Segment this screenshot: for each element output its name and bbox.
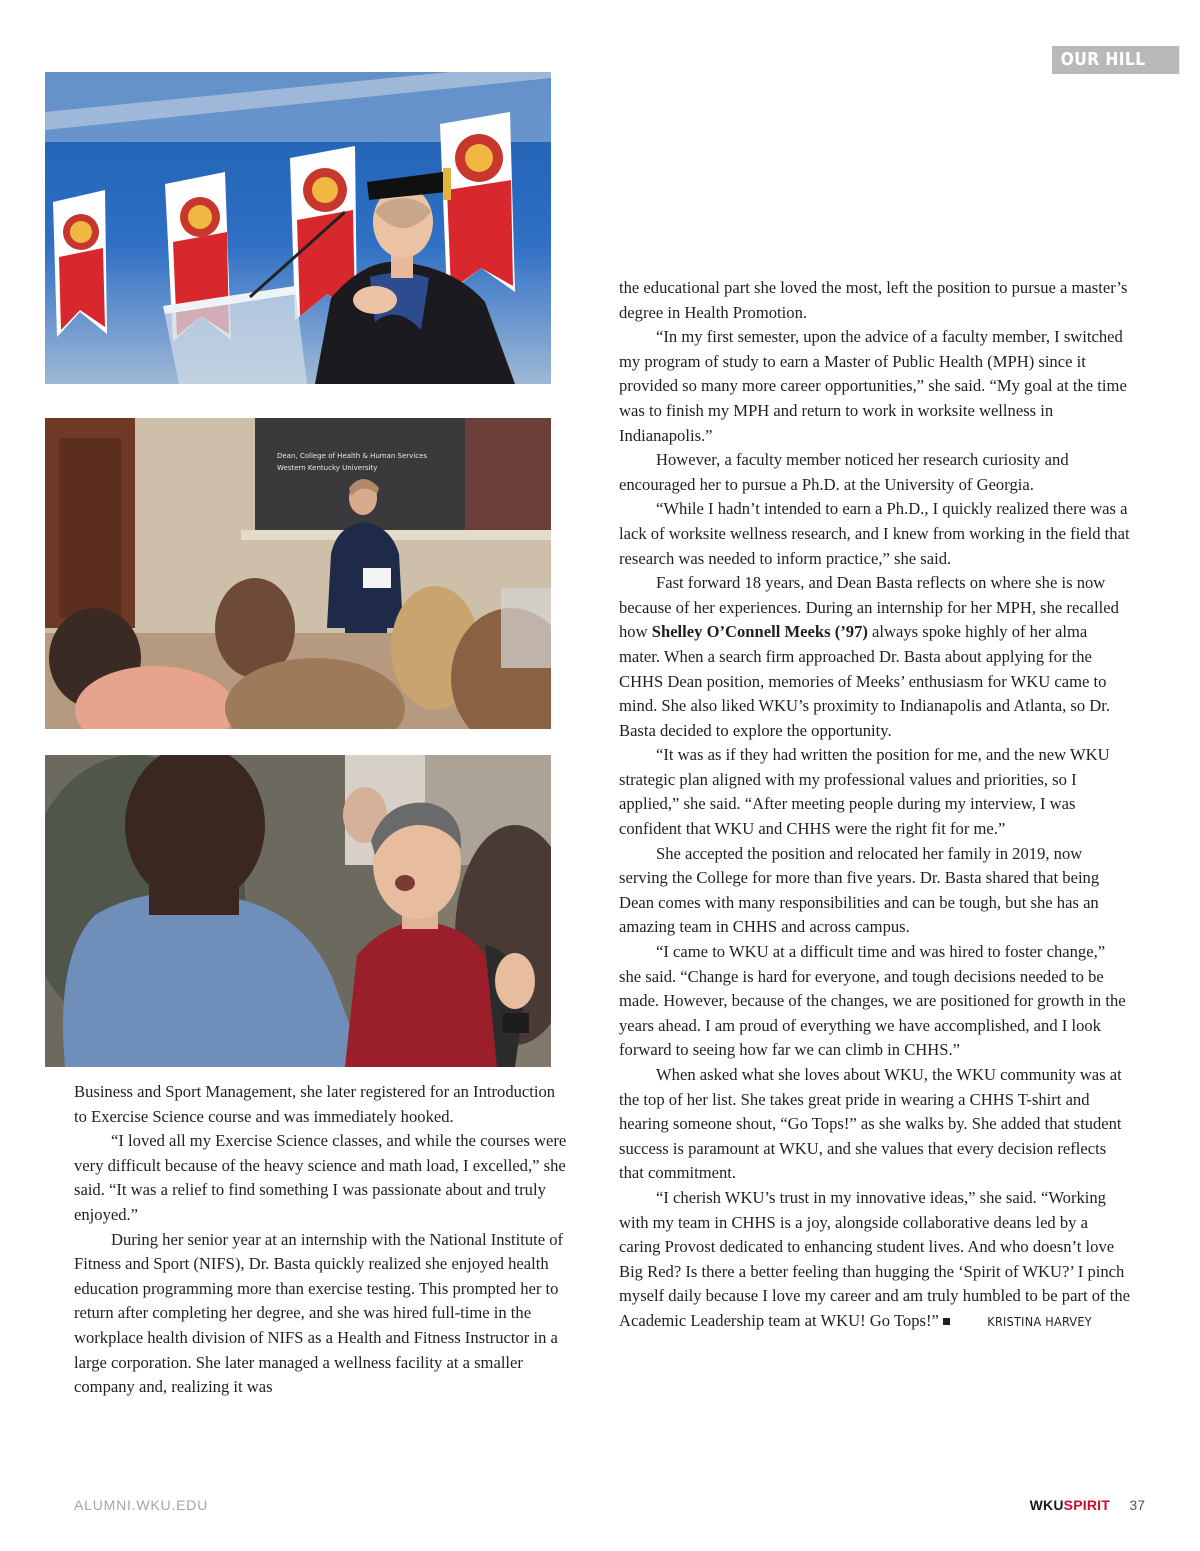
right-paragraph-6: “It was as if they had written the position for me, and the new WKU strategic plan aligned with my professional values and priorities, so I applied,” she said. “After meeting people during my interview, I was confident that WKU and CHHS were the right fit for me.” <box>619 745 1110 839</box>
left-text-column <box>74 1080 568 1400</box>
presentation-photo <box>45 418 551 729</box>
end-mark-icon <box>943 1318 950 1325</box>
left-paragraph-2: “I loved all my Exercise Science classes, and while the courses were very difficult because of the heavy science and math load, I excelled,” she said. “It was a relief to find something I was passionate about and truly enjoyed.” <box>74 1131 567 1224</box>
alumna-name: Shelley O’Connell Meeks (’97) <box>651 622 868 642</box>
right-text-column <box>619 276 1131 1335</box>
right-paragraph-3: However, a faculty member noticed her research curiosity and encouraged her to pursue a Ph.D. at the University of Georgia. <box>619 450 1069 494</box>
page-number: 37 <box>1129 1497 1145 1513</box>
footer-website: ALUMNI.WKU.EDU <box>74 1497 209 1513</box>
right-paragraph-7: She accepted the position and relocated her family in 2019, now serving the College for more than five years. Dr. Basta shared that being Dean comes with many responsibilities and can be tough, but she has an amazing team in CHHS and across campus. <box>619 843 1100 937</box>
right-paragraph-1: the educational part she loved the most, left the position to pursue a master’s degree in Health Promotion. <box>619 278 1128 322</box>
p5-text-before: Fast forward 18 years, and Dean Basta reflects on where she is now because of her experiences. During an internship for her MPH, she recalled how <box>619 573 1119 642</box>
right-paragraph-8: “I came to WKU at a difficult time and was hired to foster change,” she said. “Change is hard for everyone, and tough decisions needed to be made. However, because of the changes, we are positioned for growth in the years ahead. I am proud of everything we have accomplished, and I look forward to seeing how far we can climb in CHHS.” <box>619 942 1126 1060</box>
right-paragraph-4: “While I hadn’t intended to earn a Ph.D., I quickly realized there was a lack of worksite wellness research, and I knew from working in the field that research was needed to inform practice,” she said. <box>619 499 1130 568</box>
commencement-speaker-photo <box>45 72 551 384</box>
logo-wku: WKU <box>1029 1497 1064 1513</box>
logo-spirit: SPIRIT <box>1063 1497 1110 1513</box>
author-byline: KRISTINA HARVEY <box>987 1313 1092 1329</box>
slide-text-line-1: Dean, College of Health & Human Services <box>277 452 428 460</box>
section-tag: OUR HILL <box>1052 46 1179 74</box>
magazine-logo <box>1030 1497 1110 1513</box>
right-paragraph-2: “In my first semester, upon the advice of a faculty member, I switched my program of study to earn a Master of Public Health (MPH) since it provided so many more career opportunities,” she said. “My goal at the time was to finish my MPH and return to work in worksite wellness in Indianapolis.” <box>619 327 1127 445</box>
reception-conversation-photo <box>45 755 551 1067</box>
left-paragraph-1: Business and Sport Management, she later registered for an Introduction to Exercise Science course and was immediately hooked. <box>74 1082 556 1126</box>
closing-quote: “I cherish WKU’s trust in my innovative ideas,” she said. “Working with my team in CHHS is a joy, alongside collaborative deans led by a caring Provost dedicated to enhancing student lives. And who doesn’t love Big Red? Is there a better feeling than hugging the ‘Spirit of WKU?’ I pinch myself daily because I love my career and am truly humbled to be part of the Academic Leadership team at WKU! Go Tops!” <box>619 1187 1130 1330</box>
left-paragraph-3: During her senior year at an internship with the National Institute of Fitness and Sport (NIFS), Dr. Basta quickly realized she enjoyed health education programming more than exercise testing. This prompted her to return after completing her degree, and she was hired full-time in the workplace health division of NIFS as a Health and Fitness Instructor in a large corporation. She later managed a wellness facility at a smaller company and, realizing it was <box>74 1229 564 1397</box>
p5-text-after: always spoke highly of her alma mater. When a search firm approached Dr. Basta about applying for the CHHS Dean position, memories of Meeks’ enthusiasm for WKU came to mind. She also liked WKU’s proximity to Indianapolis and Atlanta, so Dr. Basta decided to explore the opportunity. <box>619 622 1111 740</box>
right-paragraph-9: When asked what she loves about WKU, the WKU community was at the top of her list. She takes great pride in wearing a CHHS T-shirt and hearing someone shout, “Go Tops!” as she walks by. She added that student success is paramount at WKU, and she values that every decision reflects that commitment. <box>619 1065 1122 1183</box>
right-paragraph-5 <box>619 571 1131 743</box>
right-paragraph-10 <box>619 1186 1131 1335</box>
slide-text-line-2: Western Kentucky University <box>277 464 378 472</box>
